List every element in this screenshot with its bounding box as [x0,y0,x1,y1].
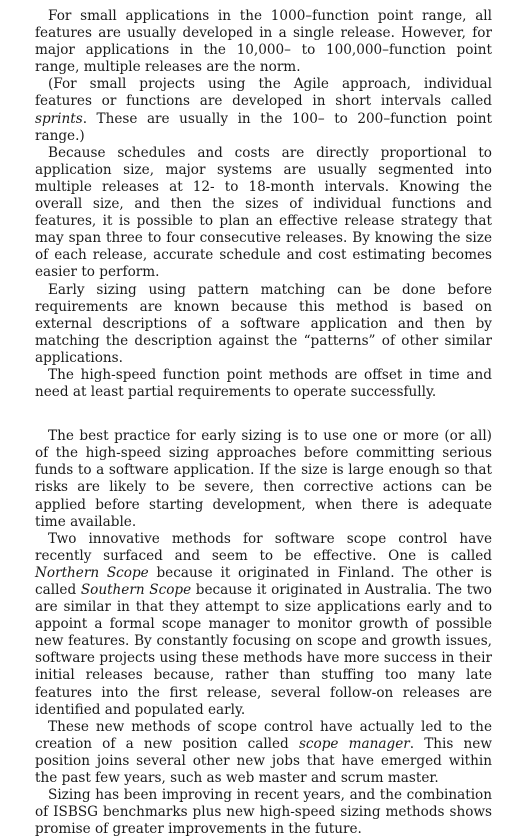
paragraph-scope-control [35,531,492,719]
paragraph-scope-manager [35,719,492,787]
italic-term-sprints: sprints [35,110,83,127]
paragraph-best-practice [35,428,492,531]
text-run: (For small projects using the Agile approach, individual features or functions are developed in short intervals called [35,76,492,110]
text-run: For small applications in the 1000–function point range, all features are usually developed in a single release. However, for major applications in the 10,000– to 100,000–function point range, multiple releases are the norm. [35,8,492,76]
text-run: Early sizing using pattern matching can be done before requirements are known because this method is based on external descriptions of a software application and then by matching the description against the “patterns” of other similar applications. [35,281,492,366]
body-text-top [35,8,492,401]
text-run: . These are usually in the 100– to 200–function point range.) [35,110,492,144]
paragraph-agile-sprints [35,76,492,144]
text-run: The high-speed function point methods are offset in time and need at least partial requirements to operate successfully. [35,366,492,401]
paragraph-pattern-matching [35,282,492,367]
text-run: Two innovative methods for software scope control have recently surfaced and seem to be effective. One is called [35,530,492,564]
document-page [35,8,492,838]
text-run: Sizing has been improving in recent years, and the combination of ISBSG benchmarks plus new high-speed sizing methods shows promise of greater improvements in the future. [35,787,492,838]
text-run: because it originated in Australia. The two are similar in that they attempt to size applications early and to appoint a formal scope manager to monitor growth of possible new features. By constantly focusing on scope and growth issues, software projects using these methods have more success in their initial releases because, rather than stuffing too many late features into the first release, several follow-on releases are identified and populated early. [35,582,492,718]
italic-term-southern-scope: Southern Scope [80,582,192,598]
paragraph-high-speed-methods [35,367,492,401]
paragraph-release-strategy [35,145,492,282]
italic-term-northern-scope: Northern Scope [35,564,149,581]
body-text-bottom [35,428,492,838]
text-run: These new methods of scope control have actually led to the creation of a new position called [35,718,492,752]
italic-term-scope-manager: scope manager [298,735,410,752]
section-gap [35,401,492,428]
text-run: . This new position joins several other new jobs that have emerged within the past few years, such as web master and scrum master. [35,735,492,787]
text-run: because it originated in Finland. The other is called [35,564,492,598]
text-run: Because schedules and costs are directly proportional to application size, major systems are usually segmented into multiple releases at 12- to 18-month intervals. Knowing the overall size, and then the sizes of individual functions and features, it is possible to plan an effective release strategy that may span three to four consecutive releases. By knowing the size of each release, accurate schedule and cost estimating becomes easier to perform. [35,144,492,281]
paragraph-sizing-improving [35,787,492,838]
text-run: The best practice for early sizing is to use one or more (or all) of the high-speed sizing approaches before committing serious funds to a software application. If the size is large enough so that risks are likely to be severe, then corrective actions can be applied before starting development, when there is adequate time available. [35,428,492,530]
paragraph-release-sizes [35,8,492,76]
